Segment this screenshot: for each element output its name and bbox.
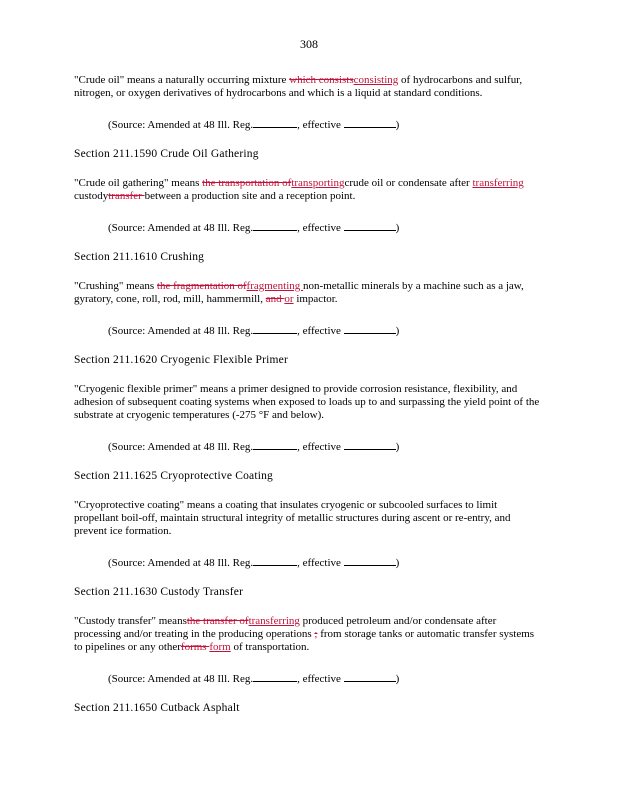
blank-line [253, 116, 297, 128]
source-note: (Source: Amended at 48 Ill. Reg. , effective ) [108, 670, 544, 686]
deleted-text: which consists [289, 74, 354, 86]
inserted-text: transferring [248, 615, 300, 627]
blank-line [344, 116, 396, 128]
blank-line [253, 219, 297, 231]
inserted-text: fragmenting [246, 280, 304, 292]
inserted-text: or [284, 293, 294, 305]
source-note: (Source: Amended at 48 Ill. Reg. , effective ) [108, 322, 544, 338]
blank-line [344, 438, 396, 450]
inserted-text: consisting [353, 74, 399, 86]
blank-line [344, 554, 396, 566]
source-note: (Source: Amended at 48 Ill. Reg. , effective ) [108, 116, 544, 132]
blank-line [253, 438, 297, 450]
blank-line [253, 322, 297, 334]
page-number: 308 [300, 37, 318, 51]
source-note: (Source: Amended at 48 Ill. Reg. , effective ) [108, 554, 544, 570]
blank-line [344, 670, 396, 682]
deleted-text: ; [314, 628, 318, 640]
blank-line [253, 554, 297, 566]
section-heading: Section 211.1610 Crushing [74, 251, 205, 263]
inserted-text: transferring [472, 177, 524, 189]
source-note: (Source: Amended at 48 Ill. Reg. , effective ) [108, 219, 544, 235]
deleted-text: the transfer of [186, 615, 249, 627]
deleted-text: and [265, 293, 285, 305]
inserted-text: transporting [291, 177, 345, 189]
section-heading: Section 211.1625 Cryoprotective Coating [74, 470, 274, 482]
deleted-text: the fragmentation of [156, 280, 247, 292]
deleted-text: forms [180, 641, 210, 653]
section-heading: Section 211.1590 Crude Oil Gathering [74, 148, 259, 160]
definition-custody-transfer: "Custody transfer" meansthe transfer oftransferring produced petroleum and/or condensate after processing and/or treating in the producing operations ; from storage tanks or automatic transfer systems to pipelines or any otherforms form of transportation. [74, 615, 535, 653]
section-heading: Section 211.1650 Cutback Asphalt [74, 702, 240, 714]
definition-cryogenic-flexible-primer: "Cryogenic flexible primer" means a primer designed to provide corrosion resistance, flexibility, and adhesion of subsequent coating systems when exposed to loads up to and surpassing the yield point of the substrate at cryogenic temperatures (-275 °F and below). [74, 383, 540, 421]
document-body [74, 74, 544, 731]
section-heading: Section 211.1630 Custody Transfer [74, 586, 244, 598]
deleted-text: the transportation of [202, 177, 292, 189]
inserted-text: form [209, 641, 231, 653]
deleted-text: transfer [108, 190, 145, 202]
blank-line [253, 670, 297, 682]
definition-crude-oil-gathering: "Crude oil gathering" means the transportation oftransportingcrude oil or condensate after transferring custodytransfer between a production site and a reception point. [74, 177, 524, 202]
definition-crushing: "Crushing" means the fragmentation offragmenting non-metallic minerals by a machine such as a jaw, gyratory, cone, roll, rod, mill, hammermill, and or impactor. [74, 280, 524, 305]
blank-line [344, 322, 396, 334]
definition-cryoprotective-coating: "Cryoprotective coating" means a coating that insulates cryogenic or subcooled surfaces to limit propellant boil-off, maintain structural integrity of metallic structures during ascent or re-entry, and prevent ice formation. [74, 499, 511, 537]
source-note: (Source: Amended at 48 Ill. Reg. , effective ) [108, 438, 544, 454]
blank-line [344, 219, 396, 231]
section-heading: Section 211.1620 Cryogenic Flexible Primer [74, 354, 288, 366]
definition-crude-oil: "Crude oil" means a naturally occurring mixture which consistsconsisting of hydrocarbons and sulfur, nitrogen, or oxygen derivatives of hydrocarbons and which is a liquid at standard conditions. [74, 74, 523, 99]
